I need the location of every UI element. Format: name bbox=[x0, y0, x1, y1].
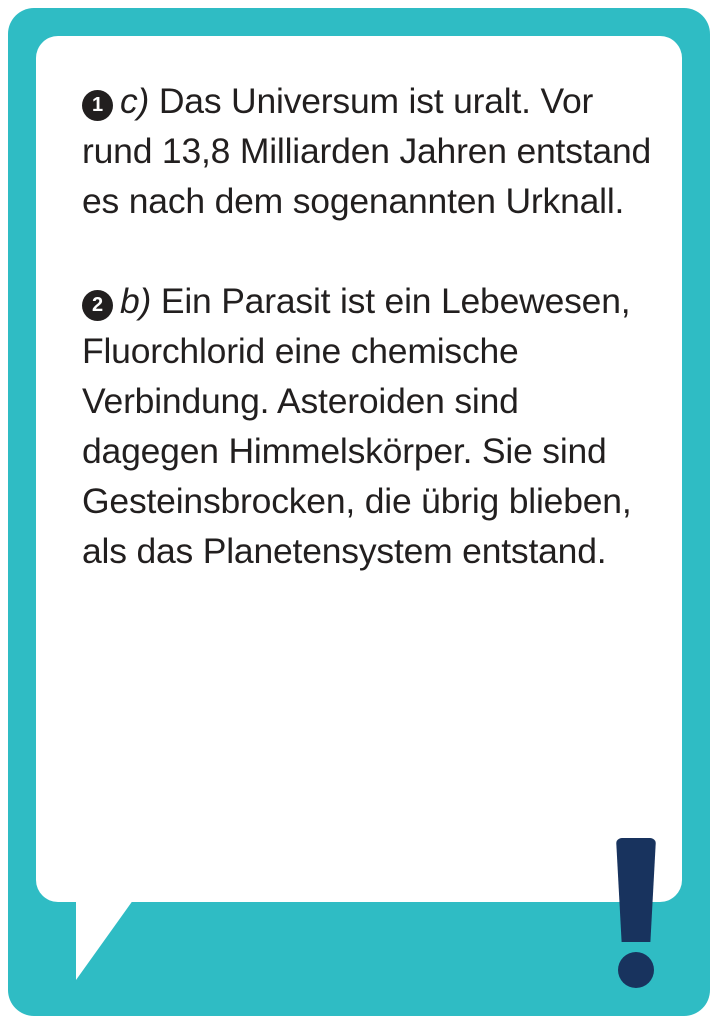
exclamation-bar bbox=[616, 838, 656, 942]
answer-body: Ein Parasit ist ein Lebewesen, Fluorchlorid eine chemische Verbindung. Asteroiden sind dagegen Himmelskörper. Sie sind Gesteinsbrocken, die übrig blieben, als das Planetensystem entstand. bbox=[82, 281, 632, 571]
answer-item bbox=[82, 76, 662, 226]
answer-item bbox=[82, 276, 662, 576]
answers-text-block bbox=[82, 76, 662, 576]
answer-body: Das Universum ist uralt. Vor rund 13,8 Milliarden Jahren entstand es nach dem sogenannten Urknall. bbox=[82, 81, 652, 221]
exclamation-mark-icon bbox=[614, 838, 658, 988]
answer-number-badge: 1 bbox=[82, 90, 113, 121]
answer-card bbox=[8, 8, 710, 1016]
exclamation-dot bbox=[618, 952, 654, 988]
answer-letter: c) bbox=[120, 81, 150, 121]
answer-letter: b) bbox=[120, 281, 152, 321]
answer-number-badge: 2 bbox=[82, 290, 113, 321]
